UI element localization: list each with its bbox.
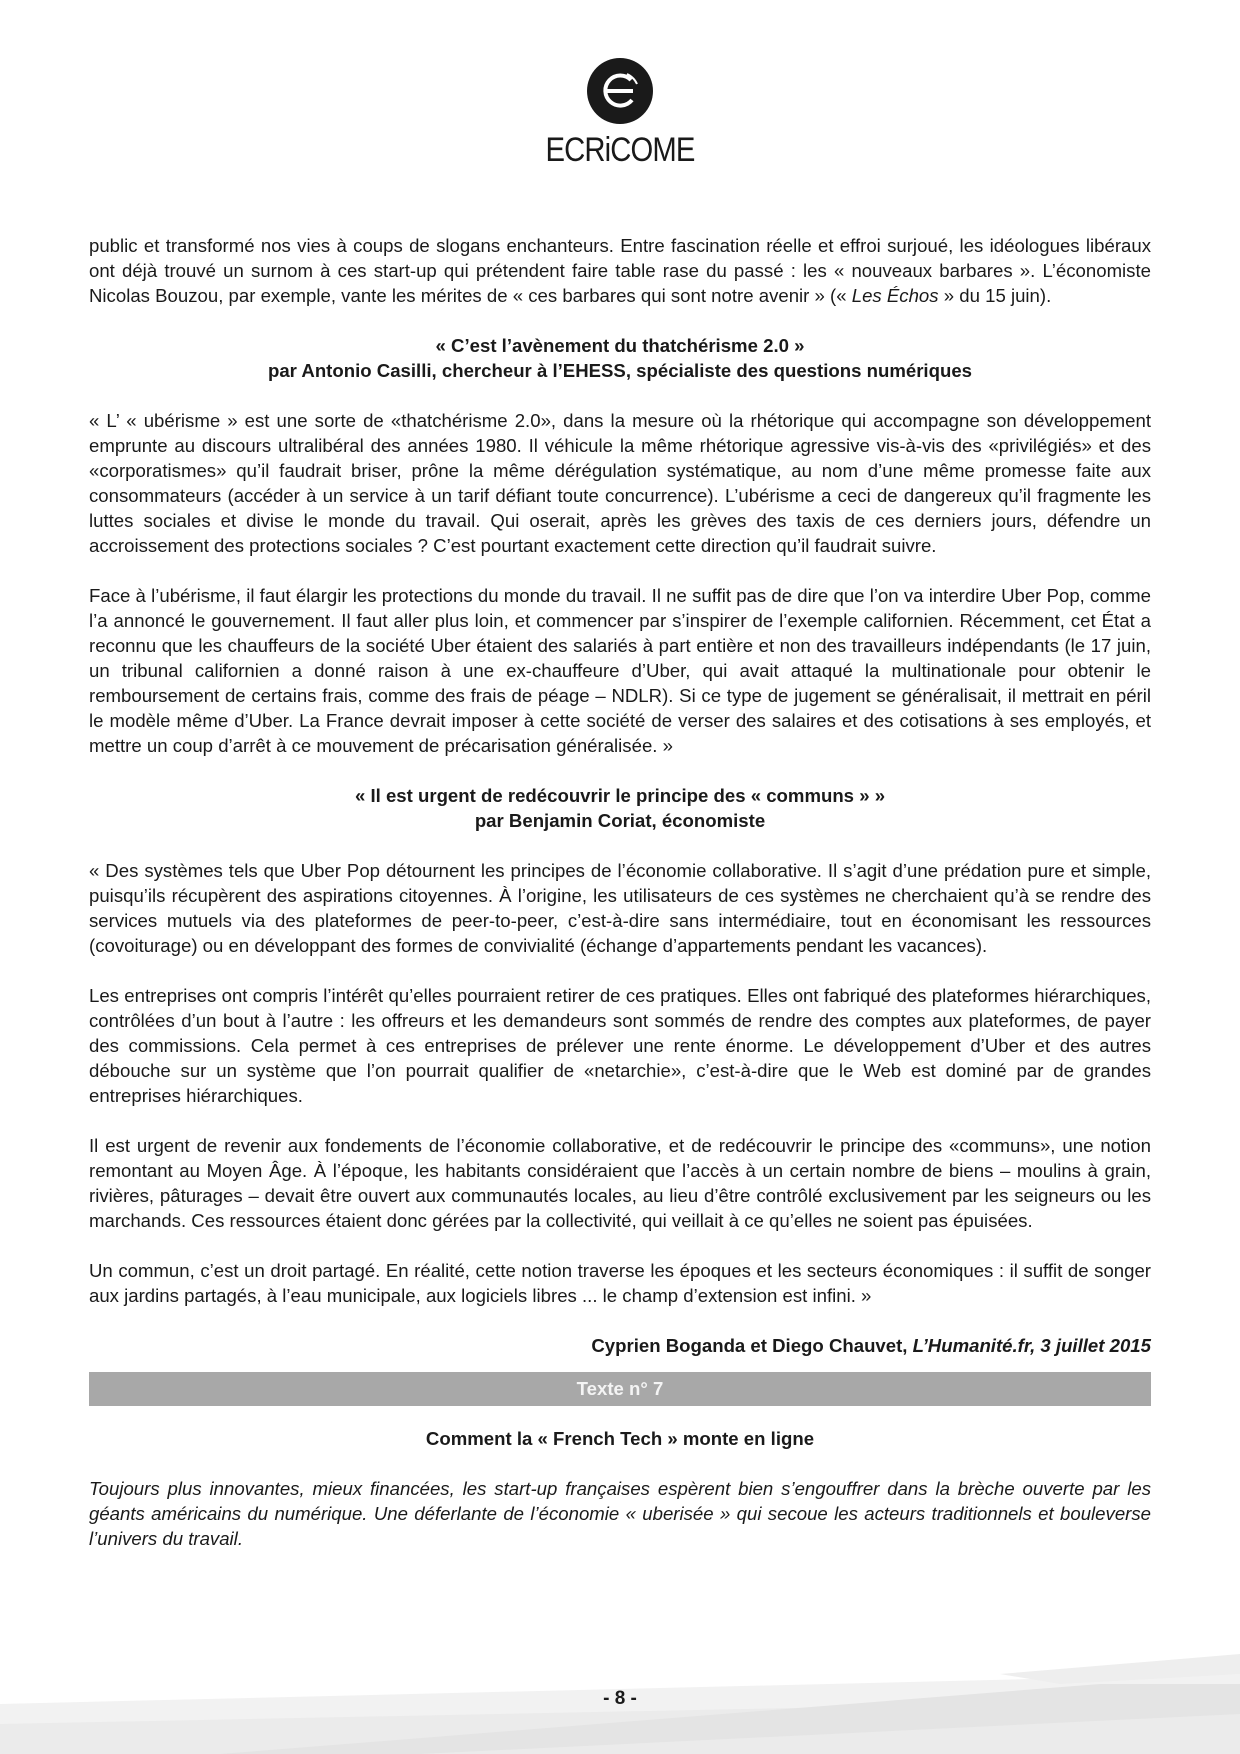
page-number: - 8 - bbox=[603, 1688, 637, 1709]
ecricome-logo-icon bbox=[587, 58, 653, 124]
texte-title: Comment la « French Tech » monte en ligne bbox=[425, 1428, 815, 1449]
paragraph: Il est urgent de revenir aux fondements de l’économie collaborative, et de redécouvrir le principe des «communs», une notion remontant au Moyen Âge. À l’époque, les habitants considéraient que l’accès à un certain nombre de biens – moulins à grain, rivières, pâturages – devait être ouvert aux communautés locales, au lieu d’être contrôlé exclusivement par les seigneurs ou les marchands. Ces ressources étaient donc gérées par la collectivité, qui veillait à ce qu’elles ne soient pas épuisées. bbox=[89, 1135, 1151, 1231]
source-italic: Les Échos bbox=[851, 285, 939, 306]
paragraph: Les entreprises ont compris l’intérêt qu’elles pourraient retirer de ces pratiques. Elles ont fabriqué des plateformes hiérarchiques, contrôlées d’un bout à l’autre : les offreurs et les demandeurs sont sommés de rendre des comptes aux plateformes, de payer des commissions. Cela permet à ces entreprises de prélever une rente énorme. Le développement d’Uber et des autres débouche sur un système que l’on pourrait qualifier de «netarchie», c’est-à-dire que le Web est dominé par de grandes entreprises hiérarchiques. bbox=[89, 985, 1151, 1106]
logo bbox=[0, 58, 1240, 168]
paragraph: Face à l’ubérisme, il faut élargir les protections du monde du travail. Il ne suffit pas de dire que l’on va interdire Uber Pop, comme l’a annoncé le gouvernement. Il faut aller plus loin, et commencer par s’inspirer de l’exemple californien. Récemment, cet État a reconnu que les chauffeurs de la société Uber étaient des salariés à part entière et non des travailleurs indépendants (le 17 juin, un tribunal californien a donné raison à une ex-chauffeure d’Uber, qui avait attaqué la multinationale pour obtenir le remboursement de certains frais, comme des frais de péage – NDLR). Si ce type de jugement se généralisait, il mettrait en péril le modèle même d’Uber. La France devrait imposer à cette société de verser des salaires et des cotisations à ses employés, et mettre un coup d’arrêt à ce mouvement de précarisation généralisée. » bbox=[89, 585, 1151, 756]
paragraph: Un commun, c’est un droit partagé. En réalité, cette notion traverse les époques et les secteurs économiques : il suffit de songer aux jardins partagés, à l’eau municipale, aux logiciels libres ... le champ d’extension est infini. » bbox=[89, 1260, 1151, 1306]
section-title: « Il est urgent de redécouvrir le principe des « communs » » bbox=[354, 785, 886, 806]
signature-authors: Cyprien Boganda et Diego Chauvet, bbox=[591, 1335, 908, 1356]
paragraph-text-end: » du 15 juin). bbox=[943, 285, 1052, 306]
paragraph-text: public et transformé nos vies à coups de slogans enchanteurs. Entre fascination réelle et effroi surjoué, les idéologues libéraux ont déjà trouvé un surnom à ces start-up qui prétendent faire table rase du passé : les « nouveaux barbares ». L’économiste Nicolas Bouzou, par exemple, vante les mérites de « ces barbares qui sont notre avenir » (« bbox=[89, 235, 1151, 306]
signature bbox=[89, 1333, 1151, 1358]
texte-banner: Texte n° 7 bbox=[89, 1372, 1151, 1406]
section-author: par Benjamin Coriat, économiste bbox=[474, 810, 766, 831]
section-title: « C’est l’avènement du thatchérisme 2.0 » bbox=[435, 335, 805, 356]
paragraph: « Des systèmes tels que Uber Pop détournent les principes de l’économie collaborative. Il s’agit d’une prédation pure et simple, puisqu’ils récupèrent des aspirations citoyennes. À l’origine, les utilisateurs de ces systèmes ne cherchaient qu’à se rendre des services mutuels via des plateformes de peer-to-peer, c’est-à-dire sans intermédiaire, tout en économisant les ressources (covoiturage) ou en développant des formes de convivialité (échange d’appartements pendant les vacances). bbox=[89, 860, 1151, 956]
texte-intro: Toujours plus innovantes, mieux financées, les start-up françaises espèrent bien s’engouffrer dans la brèche ouverte par les géants américains du numérique. Une déferlante de l’économie « uberisée » qui secoue les acteurs traditionnels et bouleverse l’univers du travail. bbox=[89, 1478, 1151, 1549]
logo-text: ECRiCOME bbox=[545, 131, 695, 169]
paragraph: « L’ « ubérisme » est une sorte de «thatchérisme 2.0», dans la mesure où la rhétorique qui accompagne son développement emprunte au discours ultralibéral des années 1980. Il véhicule la même rhétorique agressive vis-à-vis des «privilégiés» et des «corporatismes» qu’il faudrait briser, prône la même dérégulation systématique, au nom d’une même promesse faite aux consommateurs (accéder à un service à un tarif défiant toute concurrence). L’ubérisme a ceci de dangereux qu’il fragmente les luttes sociales et divise le monde du travail. Qui oserait, après les grèves des taxis de ces derniers jours, défendre un accroissement des protections sociales ? C’est pourtant exactement cette direction qu’il faudrait suivre. bbox=[89, 410, 1151, 556]
section-author: par Antonio Casilli, chercheur à l’EHESS, spécialiste des questions numériques bbox=[267, 360, 972, 381]
section-heading-coriat bbox=[89, 783, 1151, 833]
section-heading-casilli bbox=[89, 333, 1151, 383]
intro-paragraph bbox=[89, 233, 1151, 308]
signature-source: L’Humanité.fr, 3 juillet 2015 bbox=[912, 1335, 1151, 1356]
article-body bbox=[89, 233, 1151, 1551]
